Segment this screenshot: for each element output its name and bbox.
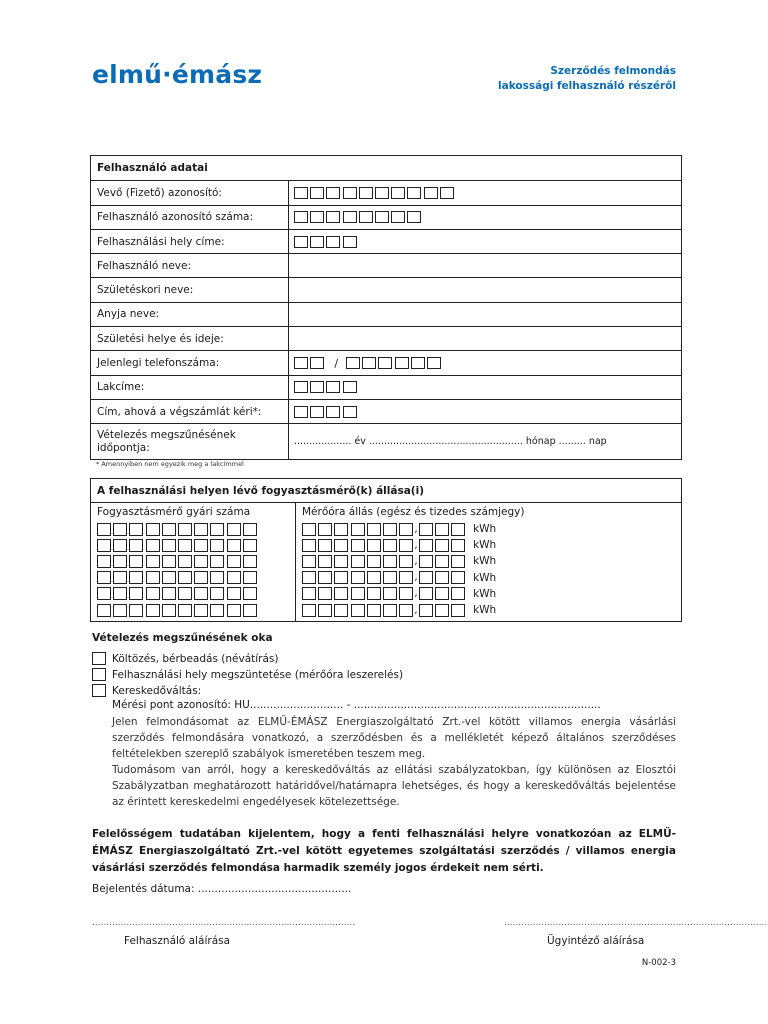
digit-box[interactable] (310, 211, 324, 223)
digit-box[interactable] (97, 604, 111, 617)
meter-section (90, 478, 682, 622)
digit-box[interactable] (326, 236, 340, 248)
digit-box[interactable] (375, 187, 389, 199)
digit-box[interactable] (407, 187, 421, 199)
digit-box[interactable] (302, 587, 316, 600)
document-code: N-002-3 (641, 958, 676, 968)
option-supplier-switch-label: Kereskedőváltás: (112, 684, 202, 697)
digit-box[interactable] (334, 523, 348, 536)
digit-box[interactable] (129, 587, 143, 600)
title-line-1: Szerződés felmondás (550, 65, 676, 77)
digit-box[interactable] (343, 406, 357, 418)
digit-box[interactable] (435, 571, 449, 584)
site-address-label: Felhasználási hely címe: (91, 230, 289, 253)
digit-box[interactable] (362, 357, 376, 369)
digit-box[interactable] (399, 555, 413, 568)
digit-box[interactable] (383, 604, 397, 617)
digit-box[interactable] (302, 571, 316, 584)
decimal-comma: , (414, 604, 418, 616)
kwh-unit: kWh (473, 539, 497, 552)
digit-box[interactable] (318, 571, 332, 584)
digit-box[interactable] (243, 539, 257, 552)
digit-box[interactable] (326, 406, 340, 418)
meter-reading-column (296, 503, 681, 621)
digit-box[interactable] (351, 571, 365, 584)
site-address-boxes[interactable] (289, 230, 681, 253)
digit-box[interactable] (334, 587, 348, 600)
user-name-label: Felhasználó neve: (91, 254, 289, 277)
digit-box[interactable] (162, 571, 176, 584)
meter-serial-row[interactable] (97, 586, 295, 602)
decimal-comma: , (414, 588, 418, 600)
digit-box[interactable] (383, 539, 397, 552)
digit-box[interactable] (310, 187, 324, 199)
digit-box[interactable] (343, 236, 357, 248)
digit-box[interactable] (351, 555, 365, 568)
digit-box[interactable] (294, 211, 308, 223)
birth-name-field[interactable] (289, 278, 681, 301)
meter-serial-row[interactable] (97, 553, 295, 569)
user-signature-line[interactable]: ............................................................................................ (92, 918, 356, 928)
digit-box[interactable] (419, 523, 433, 536)
digit-box[interactable] (334, 571, 348, 584)
digit-box[interactable] (194, 523, 208, 536)
digit-box[interactable] (411, 357, 425, 369)
meter-reading-row[interactable] (302, 570, 681, 586)
digit-box[interactable] (146, 604, 160, 617)
termination-paragraph: Jelen felmondásomat az ELMŰ-ÉMÁSZ Energiaszolgáltató Zrt.-vel kötött villamos energia vásárlási szerződés felmondására vonatkozó, a szerződésben és a mellékletét képező általános szerződéses feltételekben szereplő szabályok ismeretében teszem meg. (112, 716, 676, 760)
digit-box[interactable] (178, 571, 192, 584)
user-data-heading-row (91, 156, 681, 180)
option-moving-label: Költözés, bérbeadás (névátírás) (112, 652, 279, 665)
invoice-address-boxes[interactable] (289, 400, 681, 423)
decimal-comma: , (414, 523, 418, 535)
digit-box[interactable] (419, 555, 433, 568)
home-address-boxes[interactable] (289, 376, 681, 399)
reason-heading: Vételezés megszűnésének oka (92, 632, 273, 644)
digit-box[interactable] (210, 587, 224, 600)
digit-box[interactable] (113, 587, 127, 600)
phone-label: Jelenlegi telefonszáma: (91, 351, 289, 374)
digit-box[interactable] (451, 523, 465, 536)
digit-box[interactable] (162, 604, 176, 617)
digit-box[interactable] (310, 406, 324, 418)
decimal-comma: , (414, 572, 418, 584)
digit-box[interactable] (351, 604, 365, 617)
digit-box[interactable] (367, 539, 381, 552)
digit-box[interactable] (326, 381, 340, 393)
digit-box[interactable] (227, 604, 241, 617)
digit-box[interactable] (440, 187, 454, 199)
submission-date-line[interactable]: Bejelentés dátuma: .............................................. (92, 883, 352, 895)
meter-body (91, 503, 681, 621)
row-birth-name (91, 277, 681, 301)
digit-box[interactable] (129, 604, 143, 617)
meter-reading-row[interactable] (302, 521, 681, 537)
row-termination-date (91, 423, 681, 459)
meter-reading-row[interactable] (302, 553, 681, 569)
digit-box[interactable] (367, 555, 381, 568)
user-signature-label: Felhasználó aláírása (124, 935, 231, 947)
digit-box[interactable] (427, 357, 441, 369)
user-id-label: Felhasználó azonosító száma: (91, 206, 289, 229)
digit-box[interactable] (227, 523, 241, 536)
termination-date-label: Vételezés megszűnésének időpontja: (91, 424, 289, 459)
digit-box[interactable] (435, 539, 449, 552)
digit-box[interactable] (383, 555, 397, 568)
metering-point-line[interactable]: Mérési pont azonosító: HU............................ - .......................................................................... (112, 699, 601, 711)
kwh-unit: kWh (473, 555, 497, 568)
row-mother-name (91, 302, 681, 326)
document-title (498, 64, 676, 94)
digit-box[interactable] (383, 523, 397, 536)
meter-reading-row[interactable] (302, 586, 681, 602)
digit-box[interactable] (302, 604, 316, 617)
digit-box[interactable] (318, 587, 332, 600)
user-data-heading: Felhasználó adatai (97, 162, 208, 175)
digit-box[interactable] (310, 236, 324, 248)
digit-box[interactable] (243, 571, 257, 584)
digit-box[interactable] (97, 587, 111, 600)
digit-box[interactable] (302, 523, 316, 536)
digit-box[interactable] (351, 523, 365, 536)
digit-box[interactable] (210, 539, 224, 552)
digit-box[interactable] (359, 187, 373, 199)
digit-box[interactable] (243, 523, 257, 536)
meter-reading-row[interactable] (302, 602, 681, 618)
digit-box[interactable] (210, 555, 224, 568)
digit-box[interactable] (407, 211, 421, 223)
digit-box[interactable] (375, 211, 389, 223)
digit-box[interactable] (399, 571, 413, 584)
digit-box[interactable] (194, 539, 208, 552)
digit-box[interactable] (326, 187, 340, 199)
digit-box[interactable] (97, 539, 111, 552)
declaration-text: Felelősségem tudatában kijelentem, hogy a fenti felhasználási helyre vonatkozóan az ELMŰ-ÉMÁSZ Energiaszolgáltató Zrt.-vel kötött egyetemes szolgáltatási szerződés / villamos energia vásárlási szerződés felmondása harmadik személy jogos érdekeit nem sérti. (92, 828, 676, 874)
meter-serial-row[interactable] (97, 570, 295, 586)
row-phone (91, 350, 681, 374)
mother-name-label: Anyja neve: (91, 303, 289, 326)
digit-box[interactable] (227, 539, 241, 552)
title-line-2: lakossági felhasználó részéről (498, 80, 676, 92)
meter-reading-title: Mérőóra állás (egész és tizedes számjegy) (302, 506, 525, 518)
digit-box[interactable] (451, 555, 465, 568)
digit-box[interactable] (310, 357, 324, 369)
digit-box[interactable] (243, 604, 257, 617)
phone-boxes[interactable] (289, 351, 681, 374)
digit-box[interactable] (178, 523, 192, 536)
digit-box[interactable] (113, 539, 127, 552)
digit-box[interactable] (210, 571, 224, 584)
row-user-name (91, 253, 681, 277)
digit-box[interactable] (391, 187, 405, 199)
kwh-unit: kWh (473, 587, 497, 600)
digit-box[interactable] (419, 587, 433, 600)
meter-serial-column (91, 503, 296, 621)
decimal-comma: , (414, 539, 418, 551)
digit-box[interactable] (367, 587, 381, 600)
digit-box[interactable] (113, 523, 127, 536)
digit-box[interactable] (310, 381, 324, 393)
kwh-unit: kWh (473, 523, 497, 536)
digit-box[interactable] (129, 539, 143, 552)
digit-box[interactable] (210, 604, 224, 617)
user-name-field[interactable] (289, 254, 681, 277)
meter-serial-rows[interactable] (97, 521, 295, 618)
digit-box[interactable] (294, 357, 308, 369)
digit-box[interactable] (227, 555, 241, 568)
digit-box[interactable] (162, 523, 176, 536)
digit-box[interactable] (419, 604, 433, 617)
meter-serial-row[interactable] (97, 521, 295, 537)
digit-box[interactable] (194, 555, 208, 568)
digit-box[interactable] (178, 604, 192, 617)
digit-box[interactable] (113, 555, 127, 568)
agent-signature-line[interactable]: ............................................................................................ (504, 918, 768, 928)
option-supplier-switch[interactable] (92, 684, 201, 697)
termination-date-field[interactable]: ................... év ................................................... hónap ......... nap (294, 436, 607, 448)
digit-box[interactable] (367, 523, 381, 536)
digit-box[interactable] (178, 587, 192, 600)
digit-box[interactable] (343, 187, 357, 199)
digit-box[interactable] (435, 555, 449, 568)
digit-box[interactable] (294, 187, 308, 199)
buyer-id-boxes[interactable] (289, 181, 681, 204)
digit-box[interactable] (129, 571, 143, 584)
digit-box[interactable] (451, 571, 465, 584)
buyer-id-label: Vevő (Fizető) azonosító: (91, 181, 289, 204)
digit-box[interactable] (294, 381, 308, 393)
digit-box[interactable] (194, 604, 208, 617)
digit-box[interactable] (351, 587, 365, 600)
digit-box[interactable] (318, 539, 332, 552)
digit-box[interactable] (97, 523, 111, 536)
kwh-unit: kWh (473, 604, 497, 617)
user-id-boxes[interactable] (289, 206, 681, 229)
row-site-address (91, 229, 681, 253)
digit-box[interactable] (318, 604, 332, 617)
supplier-switch-paragraph: Tudomásom van arról, hogy a kereskedőváltás az ellátási szabályzatokban, így különösen az Elosztói Szabályzatban meghatározott határidővel/határnapra lehetséges, és hogy a kereskedőváltás bejelentése az érintett kereskedelmi engedélyesek kötelezettsége. (112, 764, 676, 808)
digit-box[interactable] (359, 211, 373, 223)
digit-box[interactable] (435, 523, 449, 536)
birth-place-date-label: Születési helye és ideje: (91, 327, 289, 350)
digit-box[interactable] (146, 587, 160, 600)
digit-box[interactable] (162, 539, 176, 552)
birth-name-label: Születéskori neve: (91, 278, 289, 301)
digit-box[interactable] (194, 587, 208, 600)
digit-box[interactable] (351, 539, 365, 552)
digit-box[interactable] (162, 555, 176, 568)
digit-box[interactable] (210, 523, 224, 536)
digit-box[interactable] (435, 604, 449, 617)
agent-signature-label: Ügyintéző aláírása (547, 935, 645, 947)
digit-box[interactable] (334, 539, 348, 552)
digit-box[interactable] (129, 523, 143, 536)
digit-box[interactable] (367, 604, 381, 617)
digit-box[interactable] (383, 571, 397, 584)
digit-box[interactable] (294, 406, 308, 418)
digit-box[interactable] (334, 604, 348, 617)
user-data-section (90, 155, 682, 460)
meter-serial-title: Fogyasztásmérő gyári száma (97, 506, 251, 518)
row-home-address (91, 375, 681, 399)
digit-box[interactable] (318, 523, 332, 536)
digit-box[interactable] (399, 539, 413, 552)
digit-box[interactable] (302, 539, 316, 552)
digit-box[interactable] (419, 571, 433, 584)
digit-box[interactable] (146, 523, 160, 536)
digit-box[interactable] (162, 587, 176, 600)
digit-box[interactable] (424, 187, 438, 199)
digit-box[interactable] (326, 211, 340, 223)
digit-box[interactable] (227, 587, 241, 600)
checkbox-moving[interactable] (92, 652, 106, 665)
digit-box[interactable] (435, 587, 449, 600)
checkbox-site-closure[interactable] (92, 668, 106, 681)
digit-box[interactable] (178, 555, 192, 568)
digit-box[interactable] (318, 555, 332, 568)
digit-box[interactable] (227, 571, 241, 584)
digit-box[interactable] (451, 604, 465, 617)
digit-box[interactable] (243, 587, 257, 600)
mother-name-field[interactable] (289, 303, 681, 326)
brand-logo: elmű·émász (92, 60, 263, 89)
address-footnote: * Amennyiben nem egyezik meg a lakcímmel (96, 460, 244, 468)
meter-reading-rows[interactable] (302, 521, 681, 618)
digit-box[interactable] (243, 555, 257, 568)
digit-box[interactable] (113, 604, 127, 617)
checkbox-supplier-switch[interactable] (92, 684, 106, 697)
option-site-closure[interactable] (92, 668, 403, 681)
invoice-address-label: Cím, ahová a végszámlát kéri*: (91, 400, 289, 423)
digit-box[interactable] (194, 571, 208, 584)
digit-box[interactable] (146, 555, 160, 568)
digit-box[interactable] (334, 555, 348, 568)
row-invoice-address (91, 399, 681, 423)
home-address-label: Lakcíme: (91, 376, 289, 399)
row-buyer-id (91, 180, 681, 204)
meter-heading: A felhasználási helyen lévő fogyasztásmérő(k) állása(i) (91, 479, 681, 503)
meter-serial-row[interactable] (97, 537, 295, 553)
digit-box[interactable] (367, 571, 381, 584)
digit-box[interactable] (451, 587, 465, 600)
row-birth-place-date (91, 326, 681, 350)
digit-box[interactable] (395, 357, 409, 369)
kwh-unit: kWh (473, 571, 497, 584)
decimal-comma: , (414, 555, 418, 567)
digit-box[interactable] (383, 587, 397, 600)
meter-reading-row[interactable] (302, 537, 681, 553)
digit-box[interactable] (97, 555, 111, 568)
digit-box[interactable] (146, 571, 160, 584)
option-site-closure-label: Felhasználási hely megszüntetése (mérőóra leszerelés) (112, 668, 404, 681)
digit-box[interactable] (451, 539, 465, 552)
digit-box[interactable] (399, 523, 413, 536)
digit-box[interactable] (399, 604, 413, 617)
birth-place-date-field[interactable] (289, 327, 681, 350)
digit-box[interactable] (343, 211, 357, 223)
row-user-id (91, 205, 681, 229)
digit-box[interactable] (113, 571, 127, 584)
digit-box[interactable] (343, 381, 357, 393)
digit-box[interactable] (294, 236, 308, 248)
digit-box[interactable] (129, 555, 143, 568)
digit-box[interactable] (97, 571, 111, 584)
digit-box[interactable] (178, 539, 192, 552)
phone-separator: / (334, 356, 339, 370)
digit-box[interactable] (146, 539, 160, 552)
digit-box[interactable] (399, 587, 413, 600)
digit-box[interactable] (378, 357, 392, 369)
digit-box[interactable] (346, 357, 360, 369)
digit-box[interactable] (302, 555, 316, 568)
digit-box[interactable] (419, 539, 433, 552)
option-moving[interactable] (92, 652, 278, 665)
meter-serial-row[interactable] (97, 602, 295, 618)
digit-box[interactable] (391, 211, 405, 223)
